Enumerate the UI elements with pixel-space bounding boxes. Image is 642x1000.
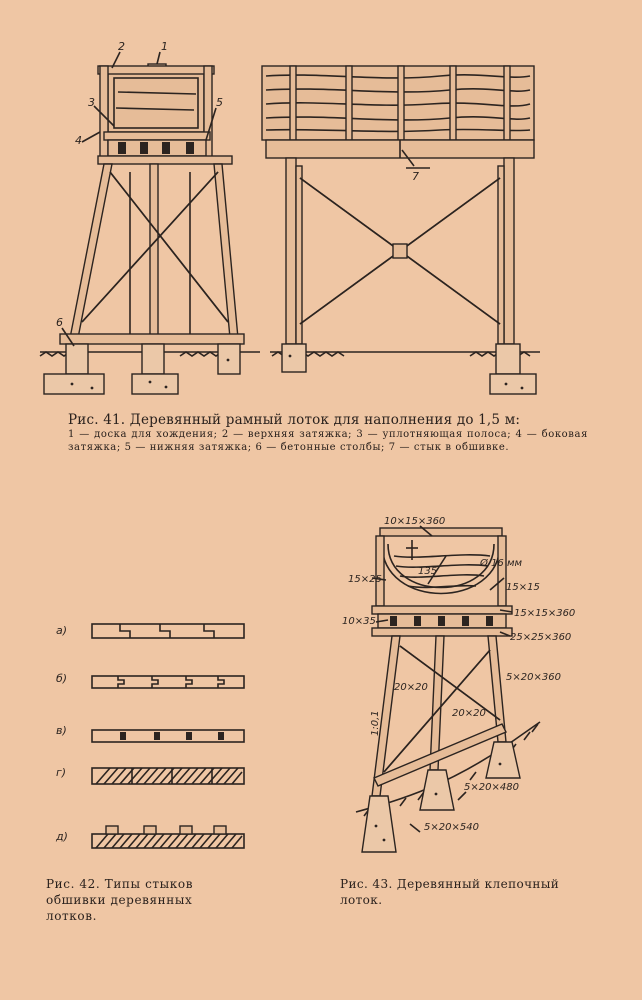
dim-15x25: 15×25 [348, 574, 382, 585]
callout-7: 7 [412, 170, 419, 183]
variant-b-label: б) [56, 672, 68, 685]
dim-20x20-center: 20×20 [452, 708, 486, 719]
dim-radius: 135 [418, 566, 438, 577]
dim-top-board: 10×15×360 [384, 516, 446, 527]
fig43-caption [340, 876, 580, 908]
callout-1: 1 [161, 40, 168, 53]
fig41-legend: 1 — доска для хождения; 2 — верхняя затяжка; 3 — уплотняющая полоса; 4 — боковая затяжка; 5 — нижняя затяжка; 6 — бетонные столбы; 7 — стык в обшивке. [68, 429, 588, 453]
callout-2: 2 [118, 40, 125, 53]
dim-15x15: 15×15 [506, 582, 540, 593]
fig42-caption-text: Рис. 42. Типы стыков обшивки деревянных лотков. [46, 877, 194, 923]
callout-5: 5 [216, 96, 223, 109]
dim-25x25x360: 25×25×360 [510, 632, 572, 643]
fig42-caption [46, 876, 226, 924]
fig43-caption-text: Рис. 43. Деревянный клепочный лоток. [340, 877, 560, 907]
dim-rod-diameter: Ø 16 мм [480, 558, 523, 569]
variant-v-label: в) [56, 724, 67, 737]
dim-5x20x360: 5×20×360 [506, 672, 561, 683]
variant-d-label: д) [56, 830, 68, 843]
variant-g-label: г) [56, 766, 67, 779]
dim-20x20-left: 20×20 [394, 682, 428, 693]
dim-5x20x480: 5×20×480 [464, 782, 519, 793]
callout-6: 6 [56, 316, 63, 329]
callout-3: 3 [88, 96, 95, 109]
fig41-title: Рис. 41. Деревянный рамный лоток для наполнения до 1,5 м: [68, 412, 521, 428]
fig41-side-view [262, 66, 540, 394]
fig42-joint-types [55, 624, 244, 848]
variant-a-label: а) [56, 624, 68, 637]
dim-15x15x360: 15×15×360 [514, 608, 576, 619]
fig43-stave-flume [356, 526, 540, 852]
callout-4: 4 [75, 134, 82, 147]
dim-slope: 1:0,1 [370, 710, 381, 736]
dim-10x35: 10×35 [342, 616, 376, 627]
dim-5x20x540: 5×20×540 [424, 822, 479, 833]
fig41-caption [68, 412, 588, 454]
